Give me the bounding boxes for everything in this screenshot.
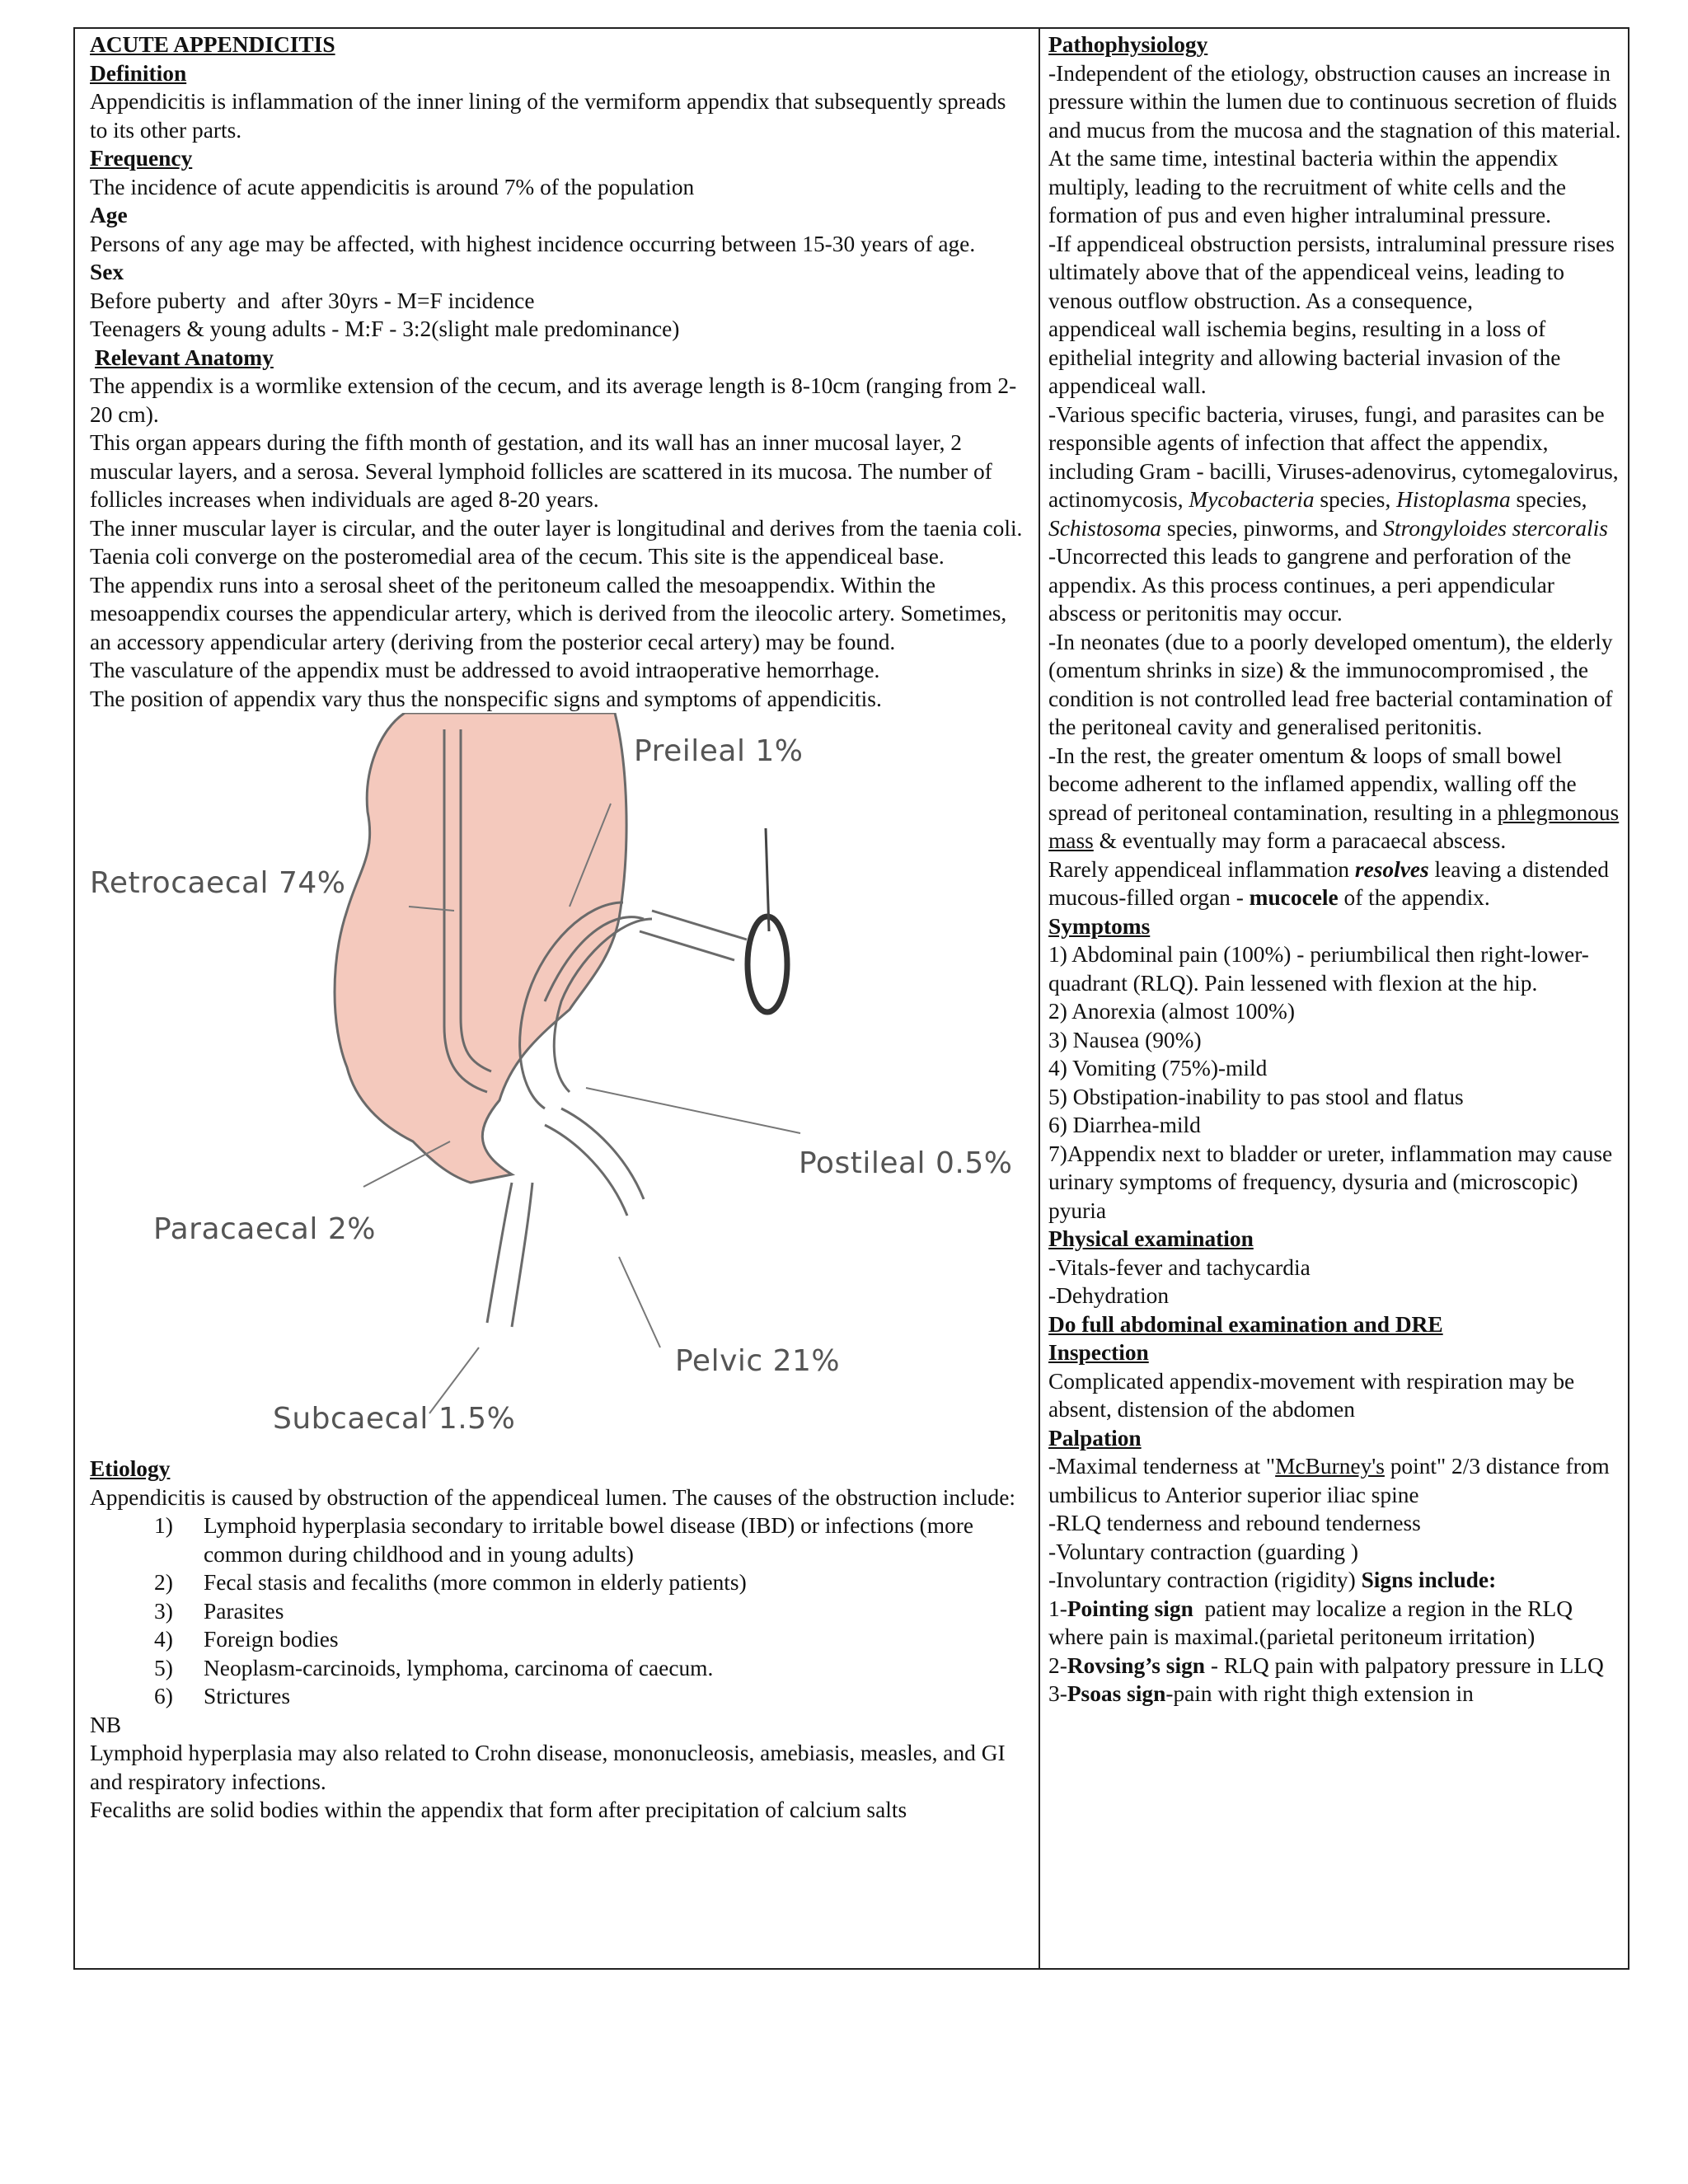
patho-paragraph: -Various specific bacteria, viruses, fungi, and parasites can be responsible agents of infection that affect the appendix, including Gram - bacilli, Viruses-adenovirus, cytomegalovirus, actinomycosis, Mycobacteria species, Histoplasma species, Schistosoma species, pinworms, and Strongyloides stercoralis	[1048, 401, 1619, 541]
patho-paragraph: -Uncorrected this leads to gangrene and perforation of the appendix. As this process continues, a peri appendicular abscess or peritonitis may occur.	[1048, 544, 1572, 626]
list-item: 5) Neoplasm-carcinoids, lymphoma, carcinoma of caecum.	[154, 1655, 714, 1680]
patho-paragraph: -Independent of the etiology, obstruction causes an increase in pressure within the lumen due to continuous secretion of fluids and mucus from the mucosa and the stagnation of this material. At the same time, intestinal bacteria within the appendix multiply, leading to the recruitment of white cells and the formation of pus and even higher intraluminal pressure.	[1048, 60, 1621, 227]
anatomy-paragraph: The appendix is a wormlike extension of the cecum, and its average length is 8-10cm (ranging from 2-20 cm).	[90, 373, 1017, 427]
notes-sheet	[73, 27, 1629, 1970]
appendix-illustration	[83, 713, 1023, 1455]
inspection-text: Complicated appendix-movement with respiration may be absent, distension of the abdomen	[1048, 1368, 1575, 1422]
nb-text: Lymphoid hyperplasia may also related to Crohn disease, mononucleosis, amebiasis, measles, and GI and respiratory infections.	[90, 1741, 1006, 1794]
patho-paragraph: Rarely appendiceal inflammation resolves leaving a distended mucous-filled organ - mucocele of the appendix.	[1048, 856, 1609, 910]
anatomy-heading: Relevant Anatomy	[95, 344, 274, 370]
palpation-heading: Palpation	[1048, 1425, 1142, 1451]
patho-paragraph: -If appendiceal obstruction persists, intraluminal pressure rises ultimately above that of the appendiceal veins, leading to venous outflow obstruction. As a consequence,	[1048, 231, 1615, 313]
symptom-item: 5) Obstipation-inability to pas stool and flatus	[1048, 1084, 1464, 1109]
sex-line-1: Before puberty and after 30yrs - M=F incidence	[90, 288, 535, 313]
palpation-line: -RLQ tenderness and rebound tenderness	[1048, 1511, 1421, 1535]
list-item: 2) Fecal stasis and fecaliths (more common in elderly patients)	[154, 1570, 747, 1595]
anatomy-paragraph: The appendix runs into a serosal sheet of the peritoneum called the mesoappendix. Within the mesoappendix courses the appendicular artery, which is derived from the ileocolic artery. Sometimes, an accessory appendicular artery (deriving from the posterior cecal artery) may be found.	[90, 572, 1007, 654]
sign-item: 3-Psoas sign-pain with right thigh extension in	[1048, 1681, 1474, 1706]
symptom-item: 2) Anorexia (almost 100%)	[1048, 999, 1295, 1024]
right-column	[1048, 30, 1625, 1708]
caecum-shape	[335, 713, 626, 1183]
pelvic-leader	[619, 1257, 660, 1347]
sign-item: 1-Pointing sign patient may localize a region in the RLQ where pain is maximal.(parietal peritoneum irritation)	[1048, 1596, 1578, 1649]
symptom-item: 4) Vomiting (75%)-mild	[1048, 1056, 1268, 1080]
etiology-intro: Appendicitis is caused by obstruction of the appendiceal lumen. The causes of the obstruction include:	[90, 1484, 1015, 1510]
postileal-label: Postileal 0.5%	[799, 1146, 1013, 1180]
patho-paragraph: appendiceal wall ischemia begins, resulting in a loss of epithelial integrity and allowing bacterial invasion of the appendiceal wall.	[1048, 316, 1561, 398]
age-text: Persons of any age may be affected, with highest incidence occurring between 15-30 years of age.	[90, 231, 976, 256]
list-item: 1) Lymphoid hyperplasia secondary to irritable bowel disease (IBD) or infections (more common during childhood and in young adults)	[154, 1513, 974, 1567]
ileum-opening	[748, 916, 787, 1012]
age-heading: Age	[90, 203, 128, 227]
symptoms-heading: Symptoms	[1048, 913, 1151, 939]
patho-paragraph: -In the rest, the greater omentum & loops of small bowel become adherent to the inflamed appendix, walling off the spread of peritoneal contamination, resulting in a phlegmonous mass & eventually may form a paracaecal abscess.	[1048, 743, 1620, 853]
pelvic-label: Pelvic 21%	[675, 1344, 841, 1378]
etiology-list	[90, 1511, 1026, 1711]
symptom-item: 1) Abdominal pain (100%) - periumbilical then right-lower-quadrant (RLQ). Pain lessened with flexion at the hip.	[1048, 942, 1589, 996]
column-divider	[1039, 29, 1040, 1968]
paracaecal-label: Paracaecal 2%	[153, 1212, 376, 1246]
left-column	[90, 30, 1026, 1825]
patho-heading: Pathophysiology	[1048, 32, 1208, 57]
anatomy-paragraph: Taenia coli converge on the posteromedial area of the cecum. This site is the appendiceal base.	[90, 544, 945, 569]
retrocaecal-label: Retrocaecal 74%	[90, 866, 346, 900]
anatomy-paragraph: The vasculature of the appendix must be addressed to avoid intraoperative hemorrhage.	[90, 658, 880, 682]
pelvic-appendix	[545, 1108, 644, 1216]
symptom-item: 3) Nausea (90%)	[1048, 1027, 1202, 1052]
frequency-text: The incidence of acute appendicitis is around 7% of the population	[90, 174, 695, 199]
postileal-leader	[586, 1088, 800, 1133]
appendix-positions-figure	[83, 713, 1023, 1455]
sex-line-2: Teenagers & young adults - M:F - 3:2(slight male predominance)	[90, 316, 680, 341]
frequency-heading: Frequency	[90, 146, 193, 171]
full-exam-note: Do full abdominal examination and DRE	[1048, 1311, 1443, 1337]
anatomy-paragraph: This organ appears during the fifth month of gestation, and its wall has an inner mucosal layer, 2 muscular layers, and a serosa. Several lymphoid follicles are scattered in its mucosa. The number of follicles increases when individuals are aged 8-20 years.	[90, 430, 992, 512]
symptom-item: 6) Diarrhea-mild	[1048, 1113, 1201, 1137]
nb-label: NB	[90, 1712, 122, 1737]
sex-heading: Sex	[90, 260, 124, 284]
subcaecal-label: Subcaecal 1.5%	[273, 1402, 516, 1436]
etiology-heading: Etiology	[90, 1456, 171, 1481]
page-title: ACUTE APPENDICITIS	[90, 32, 335, 57]
inspection-heading: Inspection	[1048, 1340, 1149, 1365]
definition-text: Appendicitis is inflammation of the inner lining of the vermiform appendix that subsequently spreads to its other parts.	[90, 89, 1006, 143]
sign-item: 2-Rovsing’s sign - RLQ pain with palpatory pressure in LLQ	[1048, 1652, 1604, 1678]
palpation-line: -Voluntary contraction (guarding )	[1048, 1539, 1359, 1564]
nb-text: Fecaliths are solid bodies within the appendix that form after precipitation of calcium salts	[90, 1797, 907, 1822]
list-item: 3) Parasites	[154, 1598, 284, 1624]
list-item: 6) Strictures	[154, 1684, 290, 1708]
list-item: 4) Foreign bodies	[154, 1627, 339, 1652]
palpation-line: -Maximal tenderness at "McBurney's point" 2/3 distance from umbilicus to Anterior superior iliac spine	[1048, 1454, 1610, 1507]
ileum-tube	[640, 911, 747, 960]
anatomy-paragraph: The position of appendix vary thus the nonspecific signs and symptoms of appendicitis.	[90, 686, 882, 711]
physical-heading: Physical examination	[1048, 1226, 1254, 1251]
palpation-line: -Involuntary contraction (rigidity) Signs include:	[1048, 1568, 1497, 1592]
physical-item: -Dehydration	[1048, 1283, 1170, 1308]
anatomy-paragraph: The inner muscular layer is circular, and the outer layer is longitudinal and derives from the taenia coli.	[90, 515, 1023, 541]
subcaecal-appendix	[487, 1183, 532, 1327]
patho-paragraph: -In neonates (due to a poorly developed omentum), the elderly (omentum shrinks in size) & the immunocompromised , the condition is not controlled lead free bacterial contamination of the peritoneal cavity and generalised peritonitis.	[1048, 629, 1613, 739]
preileal-label: Preileal 1%	[634, 734, 804, 768]
symptom-item: 7)Appendix next to bladder or ureter, inflammation may cause urinary symptoms of frequency, dysuria and (microscopic) pyuria	[1048, 1141, 1613, 1223]
physical-item: -Vitals-fever and tachycardia	[1048, 1254, 1311, 1280]
definition-heading: Definition	[90, 60, 187, 86]
